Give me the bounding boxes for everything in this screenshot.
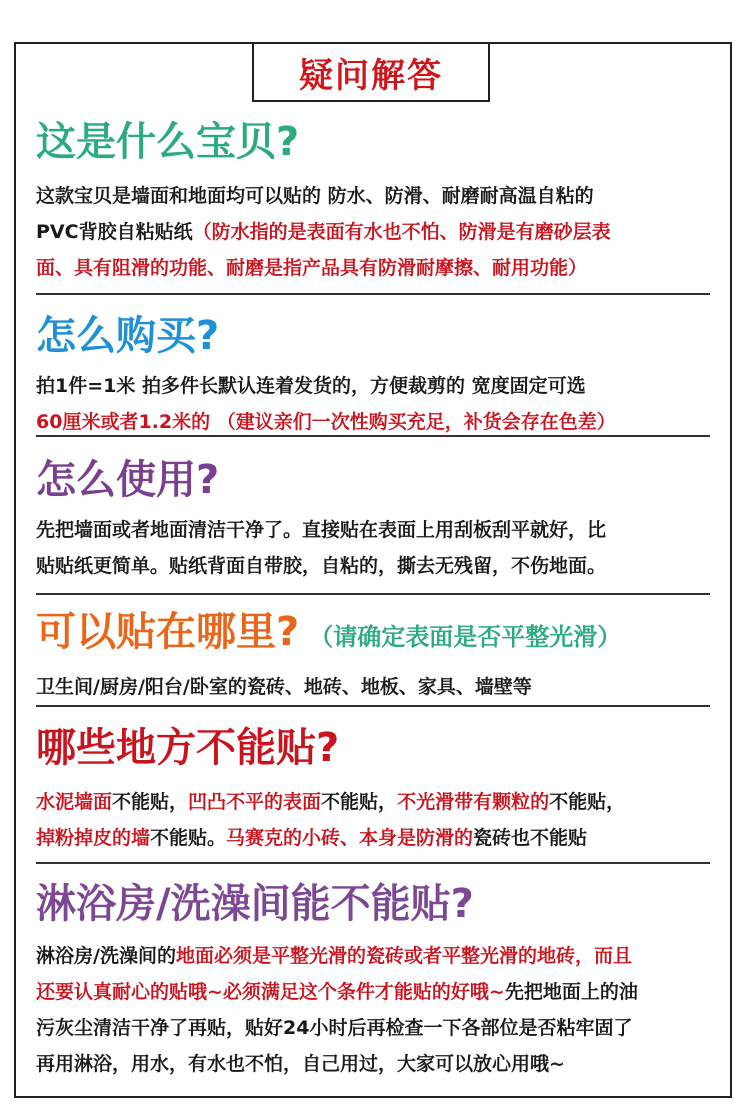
emphasis-text: 面、具有阻滑的功能、耐磨是指产品具有防滑耐摩擦、耐用功能） [36, 257, 588, 279]
text-line [36, 974, 716, 1010]
text-line [36, 368, 716, 404]
section-heading: 淋浴房/洗澡间能不能贴? [36, 881, 474, 927]
emphasis-text: 凹凸不平的表面 [188, 791, 322, 813]
section-heading [36, 608, 716, 661]
text-line [36, 178, 716, 214]
divider [36, 862, 710, 864]
section-where-not-to-apply [36, 724, 716, 856]
section-body [36, 512, 716, 584]
body-text: 先把地面上的油 [504, 981, 638, 1003]
text-line [36, 820, 716, 856]
emphasis-text: 马赛克的小砖、本身是防滑的 [226, 827, 474, 849]
body-text: 不能贴， [321, 791, 398, 813]
text-line [36, 938, 716, 974]
section-body [36, 938, 716, 1082]
body-text: 不能贴， [549, 791, 626, 813]
body-text: 这款宝贝是墙面和地面均可以贴的 防水、防滑、耐磨耐高温自粘的 [36, 185, 594, 207]
divider [36, 435, 710, 437]
text-line [36, 214, 716, 250]
section-heading: 怎么购买? [36, 313, 220, 359]
text-line [36, 1010, 716, 1046]
text-line [36, 784, 716, 820]
body-text: 贴贴纸更简单。贴纸背面自带胶，自粘的，撕去无残留，不伤地面。 [36, 555, 607, 577]
text-line [36, 512, 716, 548]
emphasis-text: 还要认真耐心的贴哦~必须满足这个条件才能贴的好哦~ [36, 981, 505, 1003]
text-line [36, 548, 716, 584]
heading-note: （请确定表面是否平整光滑） [309, 623, 622, 651]
emphasis-text: 60厘米或者1.2米的 （建议亲们一次性购买充足，补货会存在色差） [36, 411, 616, 433]
divider [36, 705, 710, 707]
body-text: 瓷砖也不能贴 [473, 827, 588, 849]
section-heading: 哪些地方不能贴? [36, 725, 340, 771]
divider [36, 293, 710, 295]
body-text: 不能贴。 [150, 827, 227, 849]
heading-text: 可以贴在哪里? [36, 609, 300, 655]
body-text: 不能贴， [112, 791, 189, 813]
emphasis-text: 地面必须是平整光滑的瓷砖或者平整光滑的地砖，而且 [175, 945, 632, 967]
section-heading: 这是什么宝贝? [36, 119, 300, 165]
section-how-to-buy [36, 312, 716, 440]
body-text: 卫生间/厨房/阳台/卧室的瓷砖、地砖、地板、家具、墙壁等 [36, 676, 532, 698]
page-title: 疑问解答 [252, 44, 490, 102]
emphasis-text: （防水指的是表面有水也不怕、防滑是有磨砂层表 [192, 221, 611, 243]
section-what-is-it [36, 118, 716, 286]
text-line [36, 250, 716, 286]
text-line [36, 669, 716, 705]
section-body [36, 368, 716, 440]
section-body [36, 178, 716, 286]
body-text: 再用淋浴，用水，有水也不怕，自己用过，大家可以放心用哦~ [36, 1053, 565, 1075]
section-how-to-use [36, 456, 716, 584]
body-text: 先把墙面或者地面清洁干净了。直接贴在表面上用刮板刮平就好，比 [36, 519, 607, 541]
section-body [36, 784, 716, 856]
section-shower-room [36, 880, 716, 1082]
body-text: 淋浴房/洗澡间的 [36, 945, 176, 967]
section-body [36, 669, 716, 705]
emphasis-text: 水泥墙面 [36, 791, 113, 813]
section-heading: 怎么使用? [36, 457, 220, 503]
body-text: 污灰尘清洁干净了再贴，贴好24小时后再检查一下各部位是否粘牢固了 [36, 1017, 633, 1039]
body-text: 拍1件=1米 拍多件长默认连着发货的，方便裁剪的 宽度固定可选 [36, 375, 586, 397]
body-text: PVC背胶自粘贴纸 [36, 221, 193, 243]
section-where-to-apply [36, 608, 716, 705]
emphasis-text: 掉粉掉皮的墙 [36, 827, 151, 849]
emphasis-text: 不光滑带有颗粒的 [397, 791, 550, 813]
divider [36, 593, 710, 595]
text-line [36, 1046, 716, 1082]
